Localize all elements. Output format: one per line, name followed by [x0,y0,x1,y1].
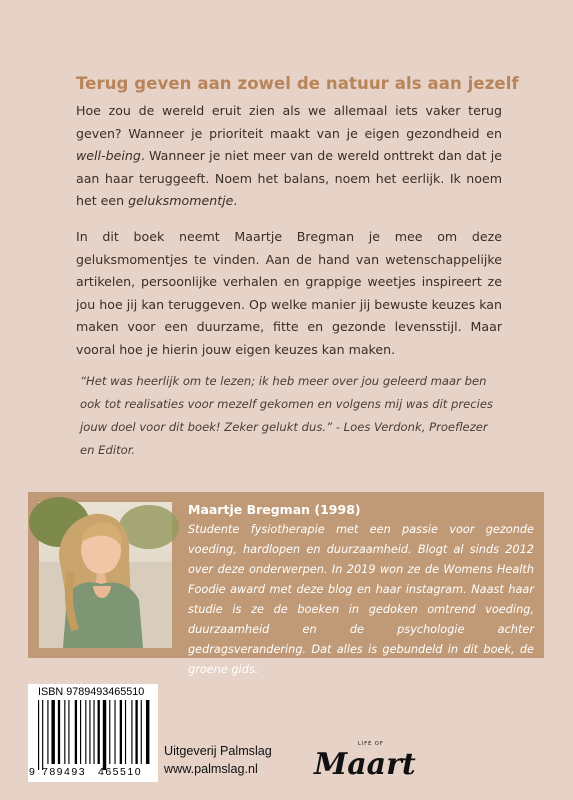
review-quote: “Het was heerlijk om te lezen; ik heb meer over jou geleerd maar ben ook tot realisaties voor mezelf gekomen en volgens mij was dit precies jouw doel voor dit boek! Zeker gelukt dus.” - Loes Verdonk, Proeflezer en Editor. [80,374,494,457]
intro-text-1: Hoe zou de wereld eruit zien als we allemaal iets vaker terug geven? Wanneer je prioriteit maakt van je eigen gezondheid en [76,103,502,141]
author-photo [39,502,172,648]
author-name: Maartje Bregman (1998) [188,502,361,517]
intro-paragraph [76,100,502,213]
intro-emphasis-wellbeing: well-being [76,148,141,163]
description-paragraph: In dit boek neemt Maartje Bregman je mee om deze geluksmomentjes te vinden. Aan de hand van wetenschappelijke artikelen, persoonlijke verhalen en grappige weetjes inspireert ze jou hoe jij kan teruggeven. Op welke manier jij bewuste keuzes kan maken voor een duurzame, fitte en gezonde levensstijl. Maar vooral hoe je hierin jouw eigen keuzes kan maken. [76,229,502,357]
logo-small-text: LIFE OF [358,741,384,747]
barcode-digits-right: 465510 [98,766,143,778]
publisher-name: Uitgeverij Palmslag [164,744,272,758]
barcode-digit-first: 9 [29,766,35,778]
isbn-barcode [28,684,158,782]
publisher-website: www.palmslag.nl [164,762,258,776]
life-of-maart-logo [314,738,416,782]
author-box [28,492,544,676]
back-cover-heading: Terug geven aan zowel de natuur als aan jezelf [76,74,519,93]
intro-text-3: . [233,193,238,208]
publisher-info [164,742,272,778]
intro-emphasis-geluksmomentje: geluksmomentje [128,193,234,208]
author-bio: Studente fysiotherapie met een passie voor gezonde voeding, hardlopen en duurzaamheid. Blogt al sinds 2012 over deze onderwerpen. In 2019 won ze de Womens Health Foodie award met deze blog en haar instagram. Naast haar studie is ze de boeken in gedoken omtrend voeding, duurzaamheid en de psychologie achter gedragsverandering. Dat alles is gebundeld in dit boek, de groene gids. [188,523,534,676]
logo-script-text: Maart [314,747,416,782]
isbn-label: ISBN 9789493465510 [38,686,145,698]
barcode-digits-left: 789493 [42,766,87,778]
intro-text-2: . Wanneer je niet meer van de wereld onttrekt dan dat je aan haar teruggeeft. Noem het balans, noem het eerlijk. Ik noem het een [76,148,502,208]
